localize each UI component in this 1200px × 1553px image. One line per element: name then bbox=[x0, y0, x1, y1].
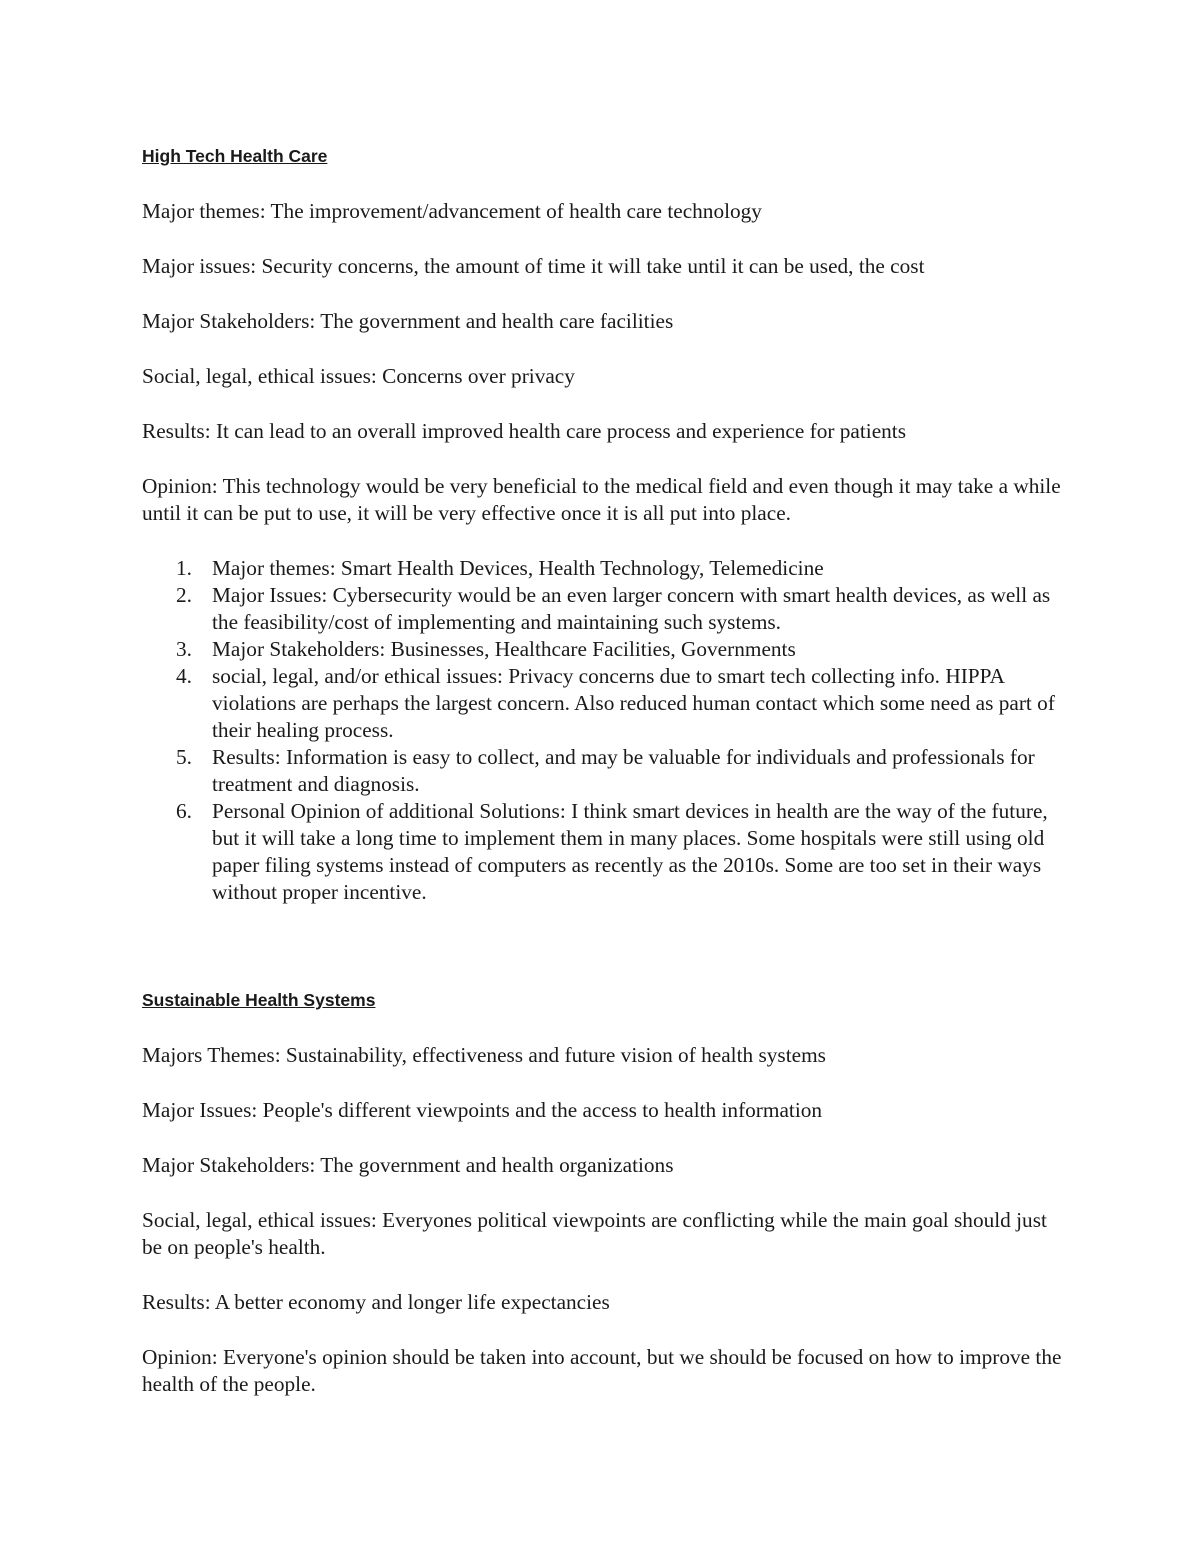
list-text: Major Stakeholders: Businesses, Healthcare Facilities, Governments bbox=[212, 637, 796, 661]
paragraph-results: Results: A better economy and longer life expectancies bbox=[142, 1290, 610, 1314]
paragraph-major-issues: Major Issues: People's different viewpoints and the access to health information bbox=[142, 1098, 823, 1122]
section-heading: High Tech Health Care bbox=[142, 146, 328, 166]
list-text: Major Issues: Cybersecurity would be an even larger concern with smart health devices, as well as the feasibility/cost of implementing and maintaining such systems. bbox=[212, 583, 1051, 634]
list-number: 5. bbox=[176, 745, 192, 769]
list-number: 1. bbox=[176, 556, 192, 580]
section-sustainable-health-systems bbox=[142, 989, 1072, 1398]
list-text: Personal Opinion of additional Solutions: I think smart devices in health are the way of the future, but it will take a long time to implement them in many places. Some hospitals were still using old paper filing systems instead of computers as recently as the 2010s. Some are too set in their ways without proper incentive. bbox=[212, 799, 1048, 904]
list-number: 4. bbox=[176, 664, 192, 688]
list-number: 2. bbox=[176, 583, 192, 607]
paragraph-major-stakeholders: Major Stakeholders: The government and health care facilities bbox=[142, 309, 674, 333]
section-high-tech-health-care bbox=[142, 145, 1072, 906]
list-item bbox=[142, 555, 1072, 582]
list-text: Major themes: Smart Health Devices, Health Technology, Telemedicine bbox=[212, 556, 824, 580]
paragraph-opinion: Opinion: Everyone's opinion should be taken into account, but we should be focused on how to improve the health of the people. bbox=[142, 1345, 1062, 1396]
paragraph-opinion: Opinion: This technology would be very beneficial to the medical field and even though it may take a while until it can be put to use, it will be very effective once it is all put into place. bbox=[142, 474, 1061, 525]
paragraph-major-stakeholders: Major Stakeholders: The government and health organizations bbox=[142, 1153, 674, 1177]
list-item bbox=[142, 744, 1072, 798]
paragraph-major-themes: Majors Themes: Sustainability, effectiveness and future vision of health systems bbox=[142, 1043, 826, 1067]
list-item bbox=[142, 636, 1072, 663]
list-text: Results: Information is easy to collect, and may be valuable for individuals and professionals for treatment and diagnosis. bbox=[212, 745, 1035, 796]
paragraph-results: Results: It can lead to an overall improved health care process and experience for patients bbox=[142, 419, 907, 443]
paragraph-major-issues: Major issues: Security concerns, the amount of time it will take until it can be used, the cost bbox=[142, 254, 925, 278]
list-item bbox=[142, 582, 1072, 636]
list-item bbox=[142, 798, 1072, 906]
paragraph-major-themes: Major themes: The improvement/advancement of health care technology bbox=[142, 199, 762, 223]
list-item bbox=[142, 663, 1072, 744]
list-number: 6. bbox=[176, 799, 192, 823]
section-heading: Sustainable Health Systems bbox=[142, 990, 376, 1010]
list-text: social, legal, and/or ethical issues: Privacy concerns due to smart tech collecting info. HIPPA violations are perhaps the largest concern. Also reduced human contact which some need as part of their healing process. bbox=[212, 664, 1055, 742]
list-number: 3. bbox=[176, 637, 192, 661]
numbered-list bbox=[142, 555, 1072, 906]
paragraph-social-legal-ethical: Social, legal, ethical issues: Everyones political viewpoints are conflicting while the main goal should just be on people's health. bbox=[142, 1208, 1047, 1259]
paragraph-social-legal-ethical: Social, legal, ethical issues: Concerns over privacy bbox=[142, 364, 575, 388]
